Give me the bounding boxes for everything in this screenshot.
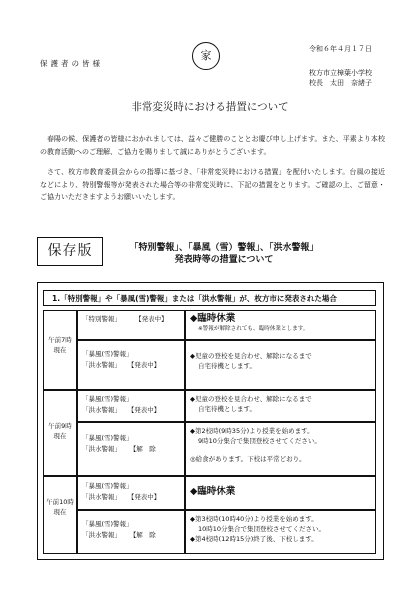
action-class-from-3rd: ◆第3校時(10時40分)より授業を始めます。 10時10分集合で集団登校させてください。 ◆第4校時(12時15分)終了後、下校します。 bbox=[185, 510, 376, 554]
tag-storm-flood-7: 「暴風(雪)警報」 「洪水警報」 【発表中】 bbox=[77, 340, 185, 390]
tag-special-warning: 「特別警報」 【発表中】 bbox=[77, 310, 185, 340]
measures-title bbox=[108, 242, 340, 266]
keep-label: 保存版 bbox=[37, 237, 103, 266]
school-name: 枚方市立樟葉小学校 bbox=[309, 69, 372, 77]
tag-storm-flood-lifted-10: 「暴風(雪)警報」 「洪水警報」 【解 除 bbox=[77, 510, 185, 554]
document-title: 非常変災時における措置について bbox=[131, 101, 289, 113]
greeting-paragraph: 春陽の候、保護者の皆様におかれましては、益々ご健勝のこととお慶び申し上げます。また、平素より本校の教育活動へのご理解、ご協力を賜りまして誠にありがとうございます。 bbox=[40, 135, 385, 156]
issue-date: 令和６年４月１７日 bbox=[309, 45, 372, 53]
action-closure-10: ◆臨時休業 bbox=[185, 476, 376, 510]
section-1-header: 1.「特別警報」や「暴風(雪)警報」または「洪水警報」が、枚方市に発表された場合 bbox=[43, 290, 376, 306]
recipient-line: 保護者の皆様 bbox=[40, 59, 103, 68]
principal-name: 校長 太田 奈緒子 bbox=[309, 79, 372, 87]
action-stay-home-7: ◆児童の登校を見合わせ、解除になるまで 自宅待機とします。 bbox=[185, 340, 376, 390]
home-stamp: 家 bbox=[192, 42, 220, 70]
time-cell-7: 午前7時 現在 bbox=[43, 310, 77, 390]
tag-storm-flood-lifted-9: 「暴風(雪)警報」 「洪水警報」 【解 除 bbox=[77, 422, 185, 476]
measures-title-line2: 発表時等の措置について bbox=[174, 255, 274, 265]
measures-title-line1: 「特別警報」、「暴風（雪）警報」、「洪水警報」 bbox=[129, 243, 319, 253]
action-class-from-2nd: ◆第2校時(9時35分)より授業を始めます。 9時10分集合で集団登校させてください。 ◎給食があります。下校は平常どおり。 bbox=[185, 422, 376, 476]
notice-paragraph: さて、枚方市教育委員会からの指導に基づき、「非常変災時における措置」を配付いたします。台風の接近などにより、特別警報等が発表された場合等の非常変災時に、下記の措置をとります。ご確認の上、ご留意・ご協力いただきますようお願いいたします。 bbox=[40, 168, 385, 201]
time-cell-9: 午前9時 現在 bbox=[43, 390, 77, 476]
action-stay-home-9: ◆児童の登校を見合わせ、解除になるまで 自宅待機とします。 bbox=[185, 390, 376, 422]
measures-table bbox=[43, 310, 376, 554]
tag-storm-flood-9: 「暴風(雪)警報」 「洪水警報」 【発表中】 bbox=[77, 390, 185, 422]
tag-storm-flood-10: 「暴風(雪)警報」 「洪水警報」 【発表中】 bbox=[77, 476, 185, 510]
time-cell-10: 午前10時 現在 bbox=[43, 476, 77, 554]
action-closure-1: ◆臨時休業 ※警報が解除されても、臨時休業とします。 bbox=[185, 310, 376, 340]
